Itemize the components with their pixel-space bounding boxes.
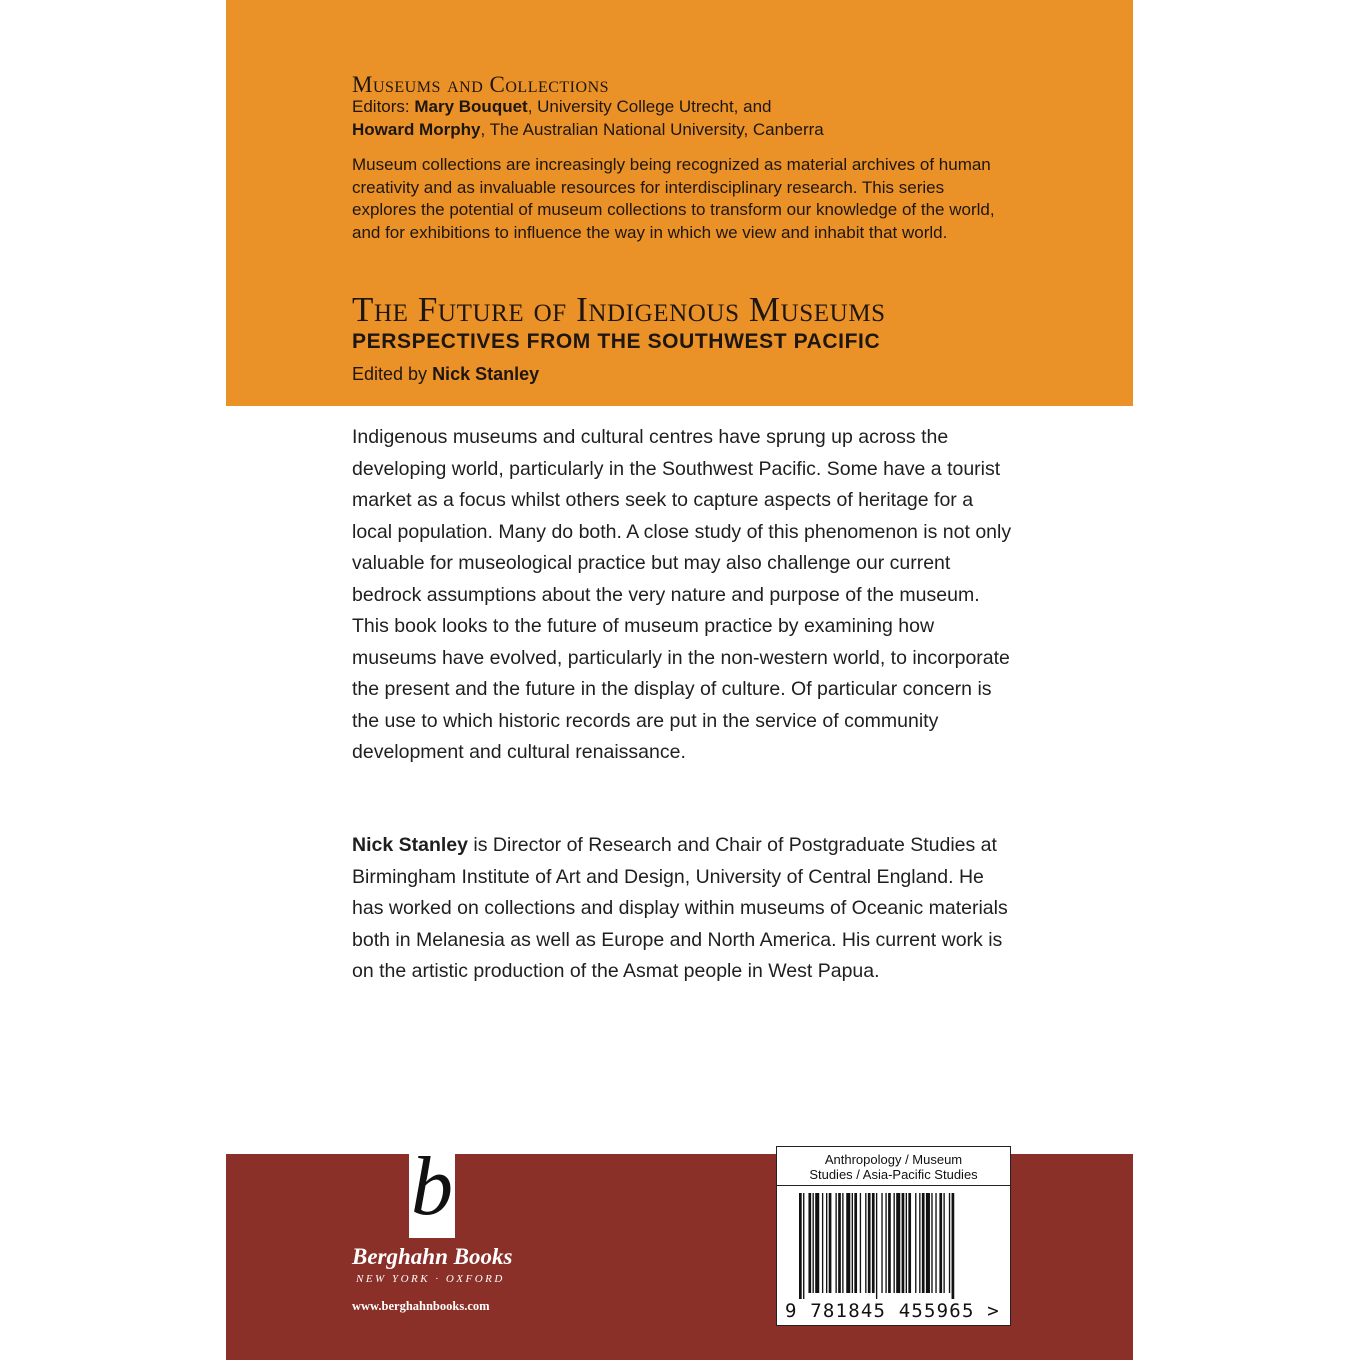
author-bio-name: Nick Stanley (352, 834, 468, 856)
editors-label: Editors: (352, 97, 415, 116)
barcode-bar (838, 1193, 841, 1293)
series-header-band (226, 0, 1133, 406)
series-description: Museum collections are increasingly being recognized as material archives of human creativity and as invaluable resources for interdisciplinary research. This series explores the potential of museum collections to transform our knowledge of the world, and for exhibitions to influence the way in which we view and inhabit that world. (352, 155, 995, 242)
barcode-bar (865, 1193, 866, 1293)
barcode-bar (872, 1193, 875, 1293)
series-editors-line-1 (352, 97, 771, 117)
edited-by-label: Edited by (352, 364, 433, 384)
publisher-url: www.berghahnbooks.com (352, 1299, 490, 1313)
barcode-bar (894, 1193, 895, 1293)
isbn-number: 9 781845 455965 > (785, 1300, 1000, 1322)
barcode-bar (922, 1193, 925, 1293)
barcode-bar (952, 1193, 955, 1299)
barcode-bar (846, 1193, 850, 1293)
barcode-bar (813, 1193, 814, 1293)
barcode-bar (881, 1193, 882, 1293)
series-editors-line-2 (352, 120, 824, 140)
barcode-box (776, 1146, 1011, 1326)
barcode-bar (926, 1193, 930, 1293)
book-back-cover (226, 0, 1133, 1360)
barcode-bar (854, 1193, 857, 1293)
author-bio-text: is Director of Research and Chair of Postgraduate Studies at Birmingham Institute of Art and Design, University of Central England. He has worked on collections and display within museums of Oceanic materials both in Melanesia as well as Europe and North America. His current work is on the artistic production of the Asmat people in West Papua. (352, 834, 1008, 982)
barcode-bar (939, 1193, 942, 1293)
author-bio (352, 830, 1012, 988)
barcode-bar (931, 1193, 932, 1293)
barcode-bar (943, 1193, 944, 1293)
barcode-bar (908, 1193, 911, 1293)
publisher-logo-letter: b (411, 1142, 453, 1233)
isbn-barcode (777, 1147, 1010, 1325)
barcode-bar (822, 1193, 823, 1293)
barcode-bar (835, 1193, 836, 1293)
barcode-bar (919, 1193, 920, 1293)
editor-2-name: Howard Morphy (352, 120, 481, 139)
book-subtitle: PERSPECTIVES FROM THE SOUTHWEST PACIFIC (352, 330, 881, 353)
publisher-logo-icon (409, 1142, 455, 1238)
barcode-bar (868, 1193, 871, 1293)
barcode-bar (876, 1193, 877, 1299)
barcode-bar (829, 1193, 832, 1293)
barcode-bar (915, 1193, 916, 1293)
editor-1-name: Mary Bouquet (414, 97, 528, 116)
barcode-bar (885, 1193, 886, 1293)
editor-1-affiliation: , University College Utrecht, and (527, 97, 772, 116)
barcode-bar (888, 1193, 891, 1293)
barcode-bar (906, 1193, 907, 1293)
barcode-bar (949, 1193, 950, 1293)
barcode-bar (803, 1193, 804, 1299)
barcode-bar (935, 1193, 936, 1293)
barcode-bar (842, 1193, 843, 1293)
editor-2-affiliation: , The Australian National University, Canberra (480, 120, 824, 139)
subject-category-line-1: Anthropology / Museum (824, 1152, 963, 1167)
barcode-bar (815, 1193, 819, 1293)
book-editor-name: Nick Stanley (432, 364, 540, 384)
barcode-bar (799, 1193, 802, 1299)
barcode-bar (826, 1193, 827, 1293)
barcode-bar (860, 1193, 861, 1293)
series-title: Museums and Collections (352, 72, 610, 97)
publisher-name: Berghahn Books (352, 1244, 513, 1269)
subject-category-line-2: Studies / Asia-Pacific Studies (809, 1167, 978, 1182)
publisher-cities: NEW YORK · OXFORD (356, 1273, 505, 1285)
book-title: The Future of Indigenous Museums (352, 290, 886, 329)
barcode-bar (902, 1193, 905, 1293)
barcode-bar (852, 1193, 853, 1293)
edited-by-line (352, 364, 539, 385)
book-blurb: Indigenous museums and cultural centres have sprung up across the developing world, particularly in the Southwest Pacific. Some have a tourist market as a focus whilst others seek to capture aspects of heritage for a local population. Many do both. A close study of this phenomenon is not only valuable for museological practice but may also challenge our current bedrock assumptions about the very nature and purpose of the museum. This book looks to the future of museum practice by examining how museums have evolved, particularly in the non-western world, to incorporate the present and the future in the display of culture. Of particular concern is the use to which historic records are put in the service of community development and cultural renaissance. (352, 426, 1012, 763)
barcode-bar (896, 1193, 900, 1293)
barcode-bar (808, 1193, 811, 1293)
